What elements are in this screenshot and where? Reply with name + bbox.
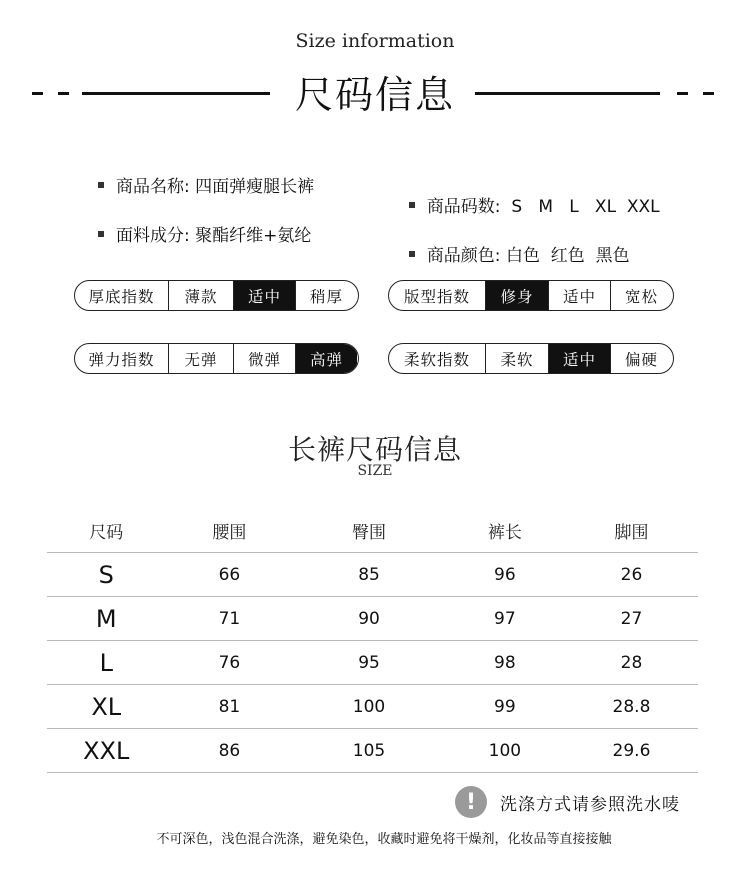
cell-length: 96 [445, 553, 565, 597]
index-label: 弹力指数 [88, 350, 155, 369]
cell-hip: 105 [293, 729, 445, 773]
index-label: 柔软指数 [403, 350, 470, 369]
cell-length: 98 [445, 641, 565, 685]
table-header-row [47, 508, 698, 553]
option-medium: 适中 [233, 281, 295, 310]
header-hem: 脚围 [565, 508, 698, 553]
subtitle-en: Size information [295, 30, 455, 52]
section-subtitle: SIZE [357, 463, 393, 479]
cell-hip: 100 [293, 685, 445, 729]
cell-hem: 28.8 [565, 685, 698, 729]
care-label: 洗涤方式请参照洗水唛 [500, 795, 680, 815]
bullet-icon [409, 202, 415, 208]
option-no-stretch: 无弹 [168, 344, 233, 373]
table-row [47, 729, 698, 773]
cell-waist: 81 [166, 685, 294, 729]
info-product-sizes: 商品码数: S M L XL XXL [398, 172, 660, 217]
option-high-stretch: 高弹 [295, 344, 357, 373]
cell-hem: 29.6 [565, 729, 698, 773]
bullet-icon [98, 182, 104, 188]
option-thin: 薄款 [168, 281, 233, 310]
right-dash-2 [703, 92, 714, 95]
table-row [47, 685, 698, 729]
index-softness [388, 343, 674, 374]
cell-hip: 85 [293, 553, 445, 597]
section-title: 长裤尺码信息 [287, 433, 462, 466]
table-row [47, 553, 698, 597]
index-fit [388, 280, 674, 311]
option-soft: 柔软 [485, 344, 548, 373]
bullet-icon [98, 231, 104, 237]
cell-size: XXL [47, 729, 166, 773]
size-table [47, 508, 698, 773]
header-hip: 臀围 [293, 508, 445, 553]
cell-length: 97 [445, 597, 565, 641]
cell-hem: 27 [565, 597, 698, 641]
cell-hip: 95 [293, 641, 445, 685]
cell-size: S [47, 553, 166, 597]
table-row [47, 597, 698, 641]
cell-waist: 76 [166, 641, 294, 685]
header-size: 尺码 [47, 508, 166, 553]
option-thick: 稍厚 [295, 281, 357, 310]
cell-size: L [47, 641, 166, 685]
info-colors: 商品颜色: 白色 红色 黑色 [398, 221, 630, 266]
index-label: 厚底指数 [88, 287, 155, 306]
cell-length: 100 [445, 729, 565, 773]
right-dash-1 [677, 92, 688, 95]
header-length: 裤长 [445, 508, 565, 553]
cell-length: 99 [445, 685, 565, 729]
option-firm: 偏硬 [610, 344, 672, 373]
cell-waist: 86 [166, 729, 294, 773]
info-product-name: 商品名称: 四面弹瘦腿长裤 [98, 172, 314, 197]
cell-hem: 26 [565, 553, 698, 597]
cell-hem: 28 [565, 641, 698, 685]
index-elasticity [74, 343, 359, 374]
bullet-icon [409, 251, 415, 257]
option-slim: 修身 [485, 281, 548, 310]
right-rule [475, 92, 660, 95]
cell-size: M [47, 597, 166, 641]
index-label: 版型指数 [403, 287, 470, 306]
info-fabric: 面料成分: 聚酯纤维+氨纶 [98, 221, 311, 246]
care-note: 不可深色，浅色混合洗涤，避免染色，收藏时避免将干燥剂，化妆品等直接接触 [156, 832, 612, 847]
option-medium: 适中 [548, 344, 610, 373]
option-loose: 宽松 [610, 281, 672, 310]
index-thickness [74, 280, 359, 311]
cell-size: XL [47, 685, 166, 729]
table-row [47, 641, 698, 685]
cell-waist: 71 [166, 597, 294, 641]
cell-waist: 66 [166, 553, 294, 597]
cell-hip: 90 [293, 597, 445, 641]
option-slight-stretch: 微弹 [233, 344, 295, 373]
exclamation-icon: ! [455, 786, 487, 818]
header-waist: 腰围 [166, 508, 294, 553]
page-title: 尺码信息 [294, 73, 455, 117]
option-regular: 适中 [548, 281, 610, 310]
